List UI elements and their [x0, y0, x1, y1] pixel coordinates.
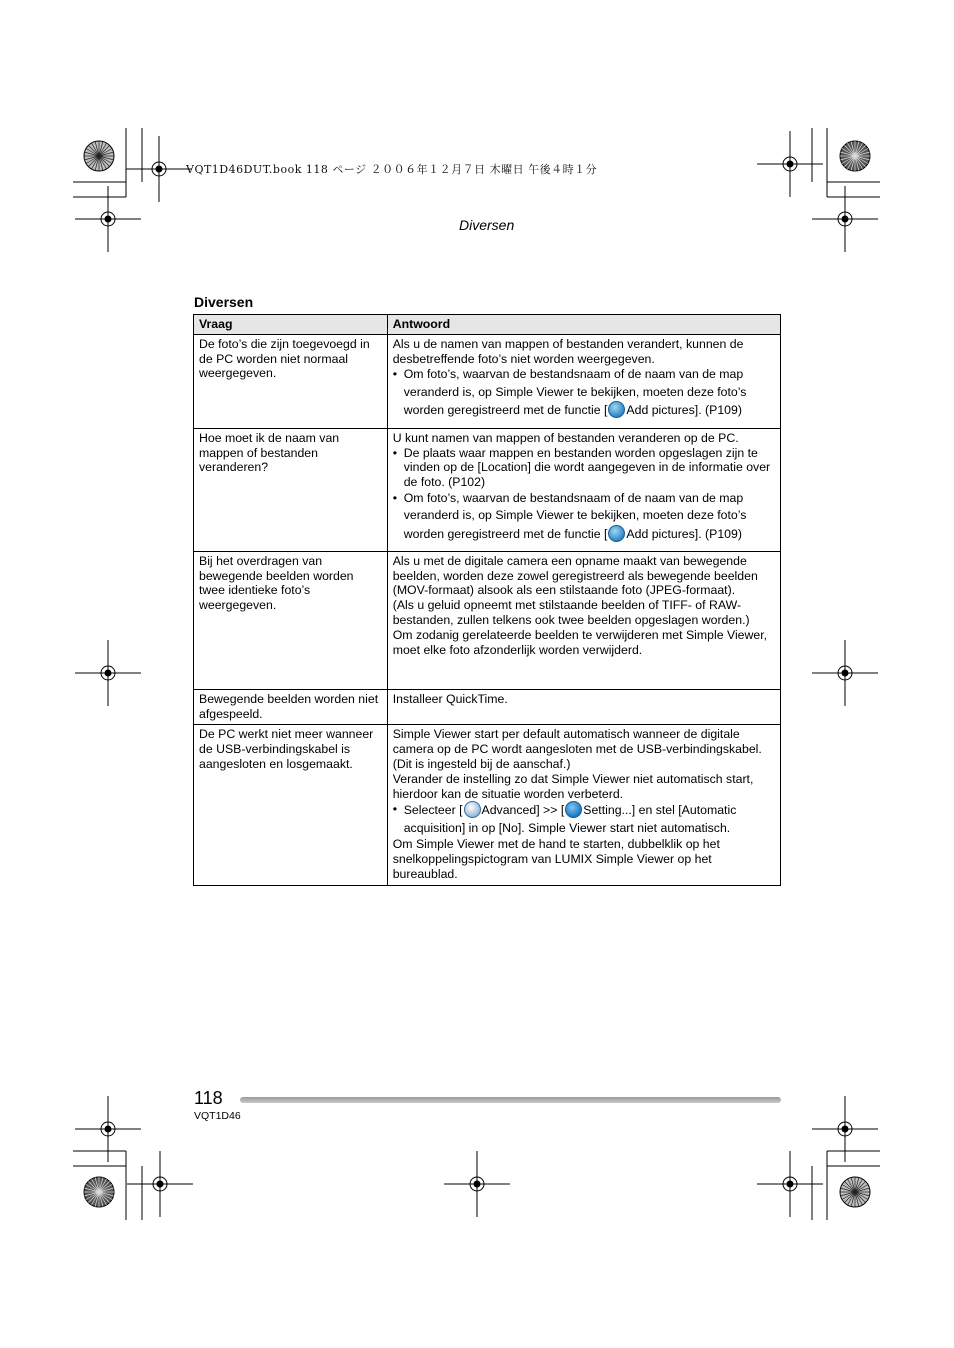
- answer-text: Selecteer [: [403, 803, 463, 818]
- answer-bullets: [393, 366, 775, 420]
- answer-text: Om foto’s, waarvan de bestandsnaam of de naam van de map veranderd is, op Simple Viewer te bekijken, moeten deze foto’s worden geregistreerd met de functie [: [403, 490, 747, 541]
- answer-text: Als u met de digitale camera een opname maakt van bewegende beelden, worden deze zowel geregistreerd als bewegende beelden (MOV-formaat) alsook als een stilstaande foto (JPEG-formaat).: [392, 553, 758, 598]
- answer-text: Add pictures]. (P109): [626, 526, 742, 541]
- question-cell: Bij het overdragen van bewegende beelden worden twee identieke foto’s weergegeven.: [194, 551, 388, 689]
- answer-text: Om Simple Viewer met de hand te starten, dubbelklik op het snelkoppelingspictogram van LUMIX Simple Viewer op het bureaublad.: [392, 837, 720, 881]
- advanced-globe-icon: [464, 801, 481, 818]
- answer-cell: [387, 725, 780, 885]
- answer-cell: [387, 428, 780, 551]
- registration-sunburst-icon: [840, 141, 870, 171]
- registration-crosshair-icon: [757, 131, 823, 197]
- question-cell: De PC werkt niet meer wanneer de USB-verbindingskabel is aangesloten en losgemaakt.: [194, 725, 388, 885]
- registration-crosshair-icon: [126, 136, 192, 202]
- answer-bullets: [393, 801, 775, 837]
- question-cell: Bewegende beelden worden niet afgespeeld.: [194, 689, 388, 725]
- answer-text: U kunt namen van mappen of bestanden veranderen op de PC.: [392, 430, 739, 445]
- list-item: [393, 366, 775, 420]
- setting-wrench-icon: [565, 801, 582, 818]
- question-cell: De foto’s die zijn toegevoegd in de PC worden niet normaal weergegeven.: [194, 334, 388, 428]
- registration-crosshair-icon: [127, 1151, 193, 1217]
- printer-slug-line: VQT1D46DUT.book 118 ページ ２００６年１２月７日 木曜日 午後４時１分: [186, 163, 598, 176]
- add-pictures-icon: [608, 401, 625, 418]
- registration-sunburst-icon: [84, 141, 114, 171]
- registration-crosshair-icon: [75, 640, 141, 706]
- footer-rule: [240, 1097, 781, 1103]
- registration-sunburst-icon: [84, 1177, 114, 1207]
- answer-cell: [387, 334, 780, 428]
- column-header-answer: Antwoord: [387, 315, 780, 335]
- add-pictures-icon: [608, 525, 625, 542]
- registration-crosshair-icon: [444, 1151, 510, 1217]
- table-row: [194, 428, 781, 551]
- registration-crosshair-icon: [812, 186, 878, 252]
- registration-crosshair-icon: [812, 640, 878, 706]
- running-head: Diversen: [459, 217, 515, 233]
- answer-text: (Als u geluid opneemt met stilstaande beelden of TIFF- of RAW-bestanden, zullen telkens ook twee beelden opgeslagen worden.): [392, 598, 750, 627]
- registration-crosshair-icon: [812, 1096, 878, 1162]
- answer-text: Setting...] en stel [Automatic acquisition] in op [No]. Simple Viewer start niet automatisch.: [403, 803, 737, 835]
- table-row: [194, 551, 781, 689]
- answer-cell: [387, 551, 780, 689]
- answer-cell: Installeer QuickTime.: [387, 689, 780, 725]
- answer-text: Als u de namen van mappen of bestanden verandert, kunnen de desbetreffende foto’s niet worden weergegeven.: [392, 336, 744, 366]
- column-header-question: Vraag: [194, 315, 388, 335]
- table-row: [194, 334, 781, 428]
- question-cell: Hoe moet ik de naam van mappen of bestanden veranderen?: [194, 428, 388, 551]
- list-item: [393, 490, 775, 544]
- table-header-row: [194, 315, 781, 335]
- answer-text: Advanced] >> [: [481, 803, 565, 818]
- faq-table: [193, 314, 781, 886]
- answer-text: Simple Viewer start per default automatisch wanneer de digitale camera op de PC wordt aangesloten met de USB-verbindingskabel. (Dit is ingesteld bij de aanschaf.): [392, 727, 762, 771]
- registration-crosshair-icon: [75, 1096, 141, 1162]
- list-item: [393, 801, 775, 837]
- answer-text: Add pictures]. (P109): [626, 403, 742, 418]
- answer-bullets: [393, 446, 775, 544]
- section-title: Diversen: [194, 294, 254, 310]
- answer-text: Om zodanig gerelateerde beelden te verwijderen met Simple Viewer, moet elke foto afzonderlijk worden verwijderd.: [392, 627, 768, 657]
- answer-text: Om foto’s, waarvan de bestandsnaam of de naam van de map veranderd is, op Simple Viewer te bekijken, moeten deze foto’s worden geregistreerd met de functie [: [403, 367, 747, 418]
- table-row: [194, 689, 781, 725]
- table-row: [194, 725, 781, 885]
- model-code: VQT1D46: [194, 1110, 241, 1122]
- page-number: 118: [194, 1088, 223, 1108]
- registration-crosshair-icon: [757, 1151, 823, 1217]
- answer-text: Verander de instelling zo dat Simple Viewer niet automatisch start, hierdoor kan de situatie worden verbeterd.: [392, 771, 754, 801]
- list-item: • De plaats waar mappen en bestanden worden opgeslagen zijn te vinden op de [Location] die wordt aangegeven in de informatie over de foto. (P102): [393, 446, 775, 490]
- registration-sunburst-icon: [840, 1177, 870, 1207]
- registration-crosshair-icon: [75, 186, 141, 252]
